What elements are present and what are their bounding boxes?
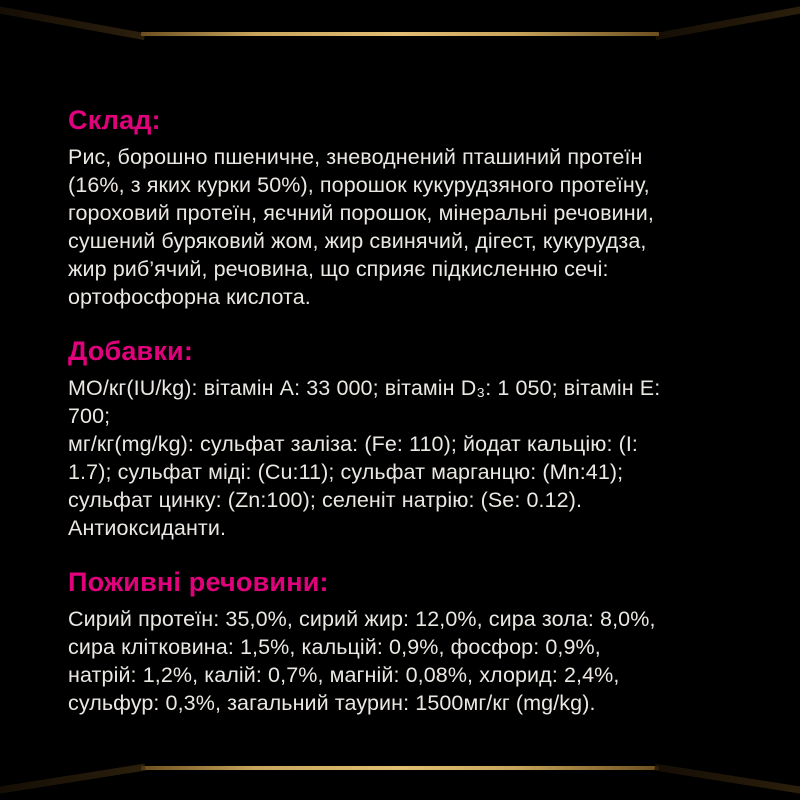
composition-line: гороховий протеїн, яєчний порошок, мінеральні речовини, (68, 201, 654, 225)
additives-heading: Добавки: (68, 336, 194, 366)
additives-line: Антиоксиданти. (68, 516, 227, 540)
label-content (68, 104, 740, 717)
corner-ribbon-bottom-left (0, 764, 146, 794)
corner-ribbon-top-left (0, 6, 145, 40)
section-additives (68, 335, 740, 542)
nutrients-line: сульфур: 0,3%, загальний таурин: 1500мг/кг (mg/kg). (68, 691, 596, 715)
composition-line: (16%, з яких курки 50%), порошок кукурудзяного протеїну, (68, 173, 650, 197)
composition-line: жир риб’ячий, речовина, що сприяє підкисленню сечі: (68, 257, 609, 281)
composition-line: ортофосфорна кислота. (68, 285, 311, 309)
corner-ribbon-top-right (655, 6, 800, 40)
corner-ribbon-bottom-right (654, 764, 800, 794)
gold-divider-bottom (141, 766, 659, 770)
additives-line: сульфат цинку: (Zn:100); селеніт натрію: (Se: 0.12). (68, 488, 583, 512)
section-composition (68, 104, 740, 311)
additives-line: МО/кг(IU/kg): вітамін А: 33 000; вітамін D₃: 1 050; вітамін Е: (68, 376, 661, 400)
nutrients-heading: Поживні речовини: (68, 567, 329, 597)
nutrients-line: сира клітковина: 1,5%, кальцій: 0,9%, фосфор: 0,9%, (68, 635, 601, 659)
composition-heading: Склад: (68, 105, 161, 135)
composition-line: сушений буряковий жом, жир свинячий, дігест, кукурудза, (68, 229, 647, 253)
nutrients-line: Сирий протеїн: 35,0%, сирий жир: 12,0%, сира зола: 8,0%, (68, 607, 656, 631)
section-nutrients (68, 566, 740, 717)
additives-line: 1.7); сульфат міді: (Cu:11); сульфат марганцю: (Mn:41); (68, 460, 624, 484)
composition-line: Рис, борошно пшеничне, зневоднений пташиний протеїн (68, 145, 643, 169)
additives-line: мг/кг(mg/kg): сульфат заліза: (Fe: 110); йодат кальцію: (I: (68, 432, 639, 456)
gold-divider-top (141, 32, 659, 36)
nutrients-line: натрій: 1,2%, калій: 0,7%, магній: 0,08%, хлорид: 2,4%, (68, 663, 620, 687)
additives-line: 700; (68, 404, 111, 428)
